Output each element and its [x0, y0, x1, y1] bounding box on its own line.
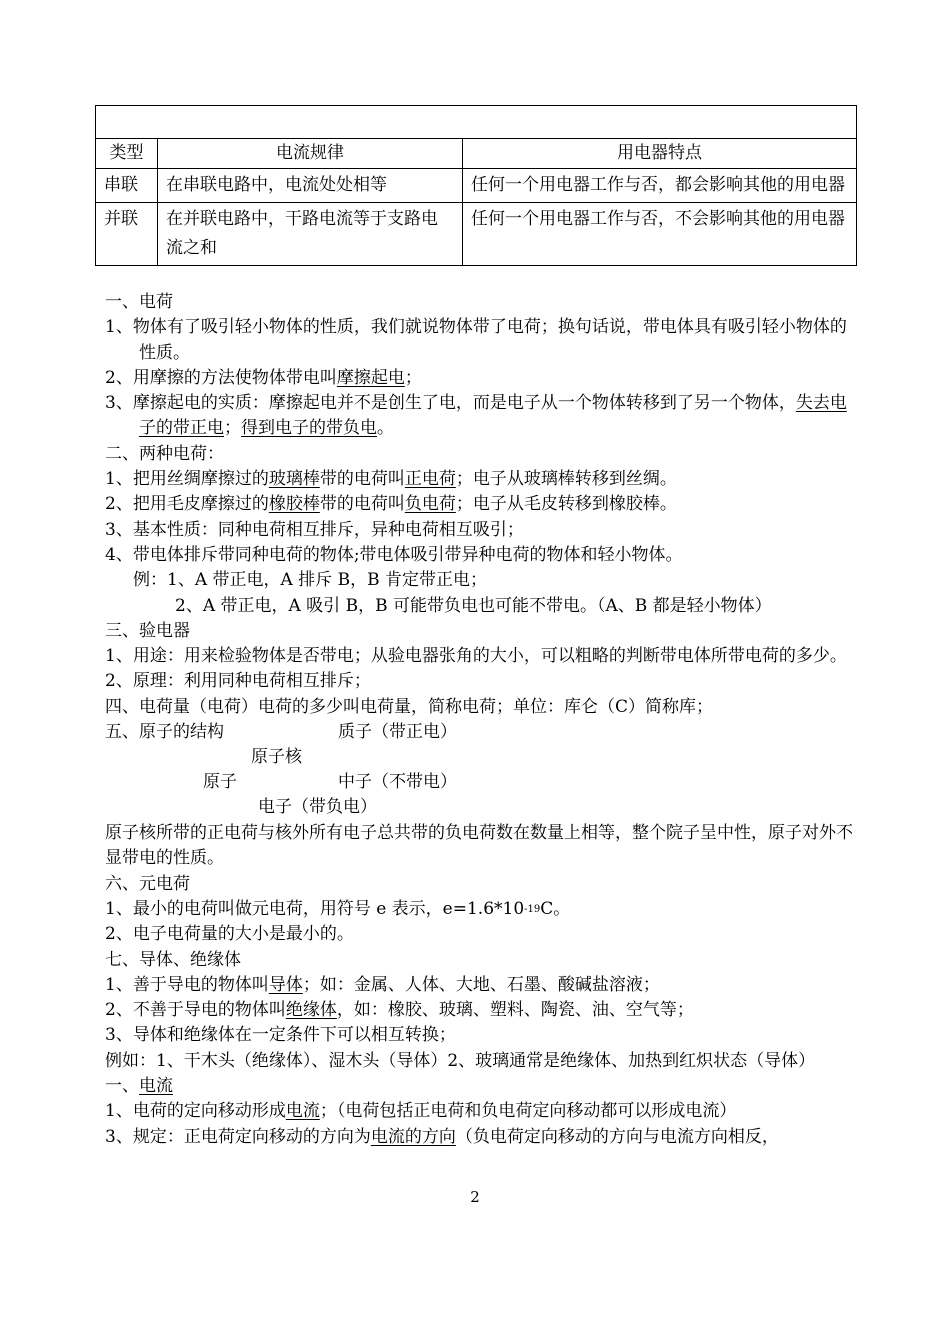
example: 例：1、A 带正电，A 排斥 B，B 肯定带正电；: [133, 570, 487, 591]
key-term: 绝缘体: [285, 1000, 337, 1021]
text: 2、把用毛皮摩擦过的: [105, 494, 269, 515]
section-heading: 三、验电器: [105, 620, 190, 641]
text: 带的电荷叫: [319, 469, 405, 490]
neutron-label: 中子（不带电）: [338, 772, 457, 793]
header-current-rule: 电流规律: [158, 139, 463, 169]
text: ；电子从毛皮转移到橡胶棒。: [455, 494, 677, 515]
atom-structure: [105, 720, 853, 821]
electron-label: 电子（带负电）: [258, 797, 377, 818]
text: 2、不善于导电的物体叫: [105, 1000, 286, 1021]
table-cell: 任何一个用电器工作与否，都会影响其他的用电器: [463, 169, 857, 203]
paragraph: 原子核所带的正电荷与核外所有电子总共带的负电荷数在数量上相等，整个院子呈中性，原子对外不显带电的性质。: [105, 823, 853, 869]
paragraph: 2、原理：利用同种电荷相互排斥；: [105, 671, 371, 692]
table-blank-row: [96, 106, 857, 139]
key-term: 正电荷: [404, 469, 456, 490]
paragraph: 4、带电体排斥带同种电荷的物体;带电体吸引带异种电荷的物体和轻小物体。: [105, 544, 683, 565]
atom-label: 原子: [203, 772, 237, 793]
paragraph: [105, 492, 853, 517]
paragraph: [105, 1125, 853, 1150]
circuit-comparison-table: [95, 105, 857, 266]
key-term: 导体: [268, 974, 303, 995]
table-header-row: [96, 139, 857, 169]
example: 2、A 带正电，A 吸引 B，B 可能带负电也可能不带电。（A、B 都是轻小物体）: [175, 595, 772, 616]
section-heading: 七、导体、绝缘体: [105, 949, 241, 970]
paragraph: [105, 973, 853, 998]
paragraph: 3、导体和绝缘体在一定条件下可以相互转换；: [105, 1025, 456, 1046]
table-cell: 串联: [96, 169, 158, 203]
text: 1、把用丝绸摩擦过的: [105, 469, 269, 490]
text: 1、电荷的定向移动形成: [105, 1101, 286, 1122]
section-heading: 一、电荷: [105, 292, 173, 312]
paragraph: [105, 366, 853, 391]
header-appliance-feature: 用电器特点: [463, 139, 857, 169]
table-row: [96, 203, 857, 266]
page-number: 2: [470, 1188, 480, 1206]
text: ；如：金属、人体、大地、石墨、酸碱盐溶液；: [302, 974, 660, 995]
paragraph: [105, 897, 853, 922]
proton-label: 质子（带正电）: [338, 722, 457, 743]
key-term: 摩擦起电: [336, 367, 405, 388]
text: 3、摩擦起电的实质：摩擦起电并不是创生了电，而是电子从一个物体转移到了另一个物体，: [105, 393, 796, 414]
key-term: 玻璃棒: [268, 469, 320, 490]
section-heading: 六、元电荷: [105, 873, 190, 894]
text: ，如：橡胶、玻璃、塑料、陶瓷、油、空气等；: [336, 1000, 694, 1021]
paragraph: 例如：1、干木头（绝缘体）、湿木头（导体）2、玻璃通常是绝缘体、加热到红炽状态（导体）: [105, 1050, 816, 1071]
key-term: 电流: [285, 1101, 320, 1122]
key-term: 电流的方向: [370, 1126, 456, 1147]
table-row: [96, 169, 857, 203]
header-type: 类型: [96, 139, 158, 169]
paragraph: [105, 467, 853, 492]
table-cell: 在并联电路中，干路电流等于支路电流之和: [158, 203, 463, 266]
paragraph: [105, 391, 853, 442]
text: ；（电荷包括正电荷和负电荷定向移动都可以形成电流）: [319, 1101, 737, 1122]
nucleus-label: 原子核: [251, 747, 302, 768]
text: 一、: [105, 1076, 139, 1097]
text: ；: [404, 367, 422, 388]
key-term: 负电荷: [404, 494, 456, 515]
key-term: 橡胶棒: [268, 494, 320, 515]
key-term: 失去电子的带正电: [139, 393, 847, 439]
text: 1、最小的电荷叫做元电荷，用符号 e 表示，e=1.6*10: [105, 898, 525, 919]
key-term: 电流: [139, 1076, 173, 1097]
text: C。: [540, 898, 571, 919]
paragraph: 1、用途：用来检验物体是否带电；从验电器张角的大小，可以粗略的判断带电体所带电荷的多少。: [105, 646, 847, 667]
paragraph: 3、基本性质：同种电荷相互排斥，异种电荷相互吸引；: [105, 519, 524, 540]
section-heading: 二、两种电荷：: [105, 443, 224, 464]
exponent: -19: [524, 903, 541, 915]
key-term: 得到电子的带负电: [241, 418, 377, 439]
section-heading: [105, 1074, 853, 1099]
text: 。: [377, 418, 394, 439]
paragraph: [105, 998, 853, 1023]
text: ；: [224, 418, 241, 439]
table-cell: 任何一个用电器工作与否，不会影响其他的用电器: [463, 203, 857, 266]
text: ；电子从玻璃棒转移到丝绸。: [455, 469, 677, 490]
table-cell: 并联: [96, 203, 158, 266]
text: 3、规定：正电荷定向移动的方向为: [105, 1126, 371, 1147]
text: 2、用摩擦的方法使物体带电叫: [105, 367, 337, 388]
paragraph: 四、电荷量（电荷）电荷的多少叫电荷量，简称电荷；单位：库仑（C）简称库；: [105, 696, 714, 717]
body-text: [105, 290, 853, 1150]
paragraph: [105, 1099, 853, 1124]
text: 1、善于导电的物体叫: [105, 974, 269, 995]
paragraph: 1、物体有了吸引轻小物体的性质，我们就说物体带了电荷；换句话说，带电体具有吸引轻小物体的性质。: [105, 317, 847, 363]
paragraph: 2、电子电荷量的大小是最小的。: [105, 924, 354, 945]
table-cell: 在串联电路中，电流处处相等: [158, 169, 463, 203]
text: 带的电荷叫: [319, 494, 405, 515]
section-heading: 五、原子的结构: [105, 722, 224, 743]
text: （负电荷定向移动的方向与电流方向相反，: [455, 1126, 779, 1147]
